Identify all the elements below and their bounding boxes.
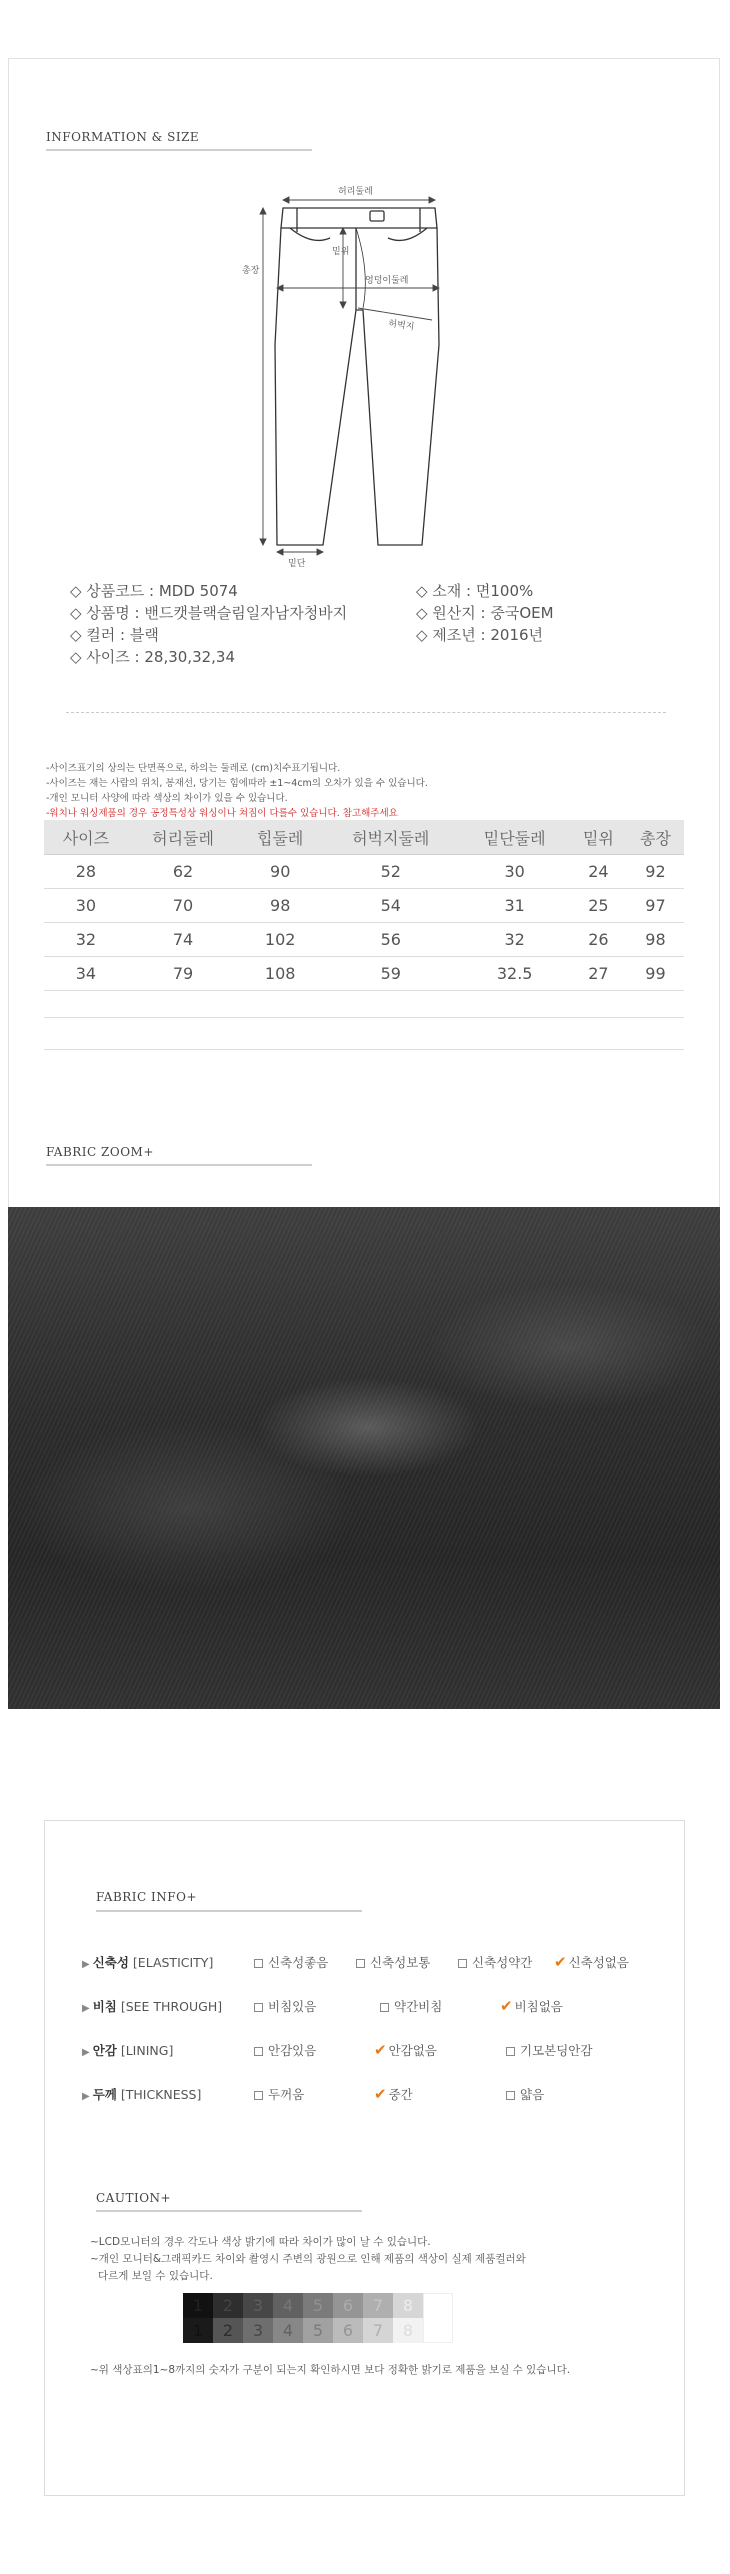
column-header: 밑단둘레 (459, 820, 570, 855)
option-see-through-none: ✔ 비침없음 (500, 1997, 563, 2015)
diagram-label-length: 총장 (242, 266, 260, 276)
diagram-label-hem: 밑단 (288, 559, 306, 569)
swatch-bottom-number: 5 (303, 2318, 333, 2343)
swatch-bottom-number: 1 (183, 2318, 213, 2343)
table-empty-row-line (44, 1017, 684, 1018)
info-origin: ◇ 원산지 : 중국OEM (416, 604, 554, 622)
swatch-top-number: 5 (303, 2293, 333, 2318)
diagram-label-hip: 엉덩이둘레 (365, 276, 409, 286)
fabric-row-label: ▶ 안감 [LINING] (82, 2043, 174, 2058)
checkbox-icon (254, 2091, 263, 2100)
swatch-bottom-number: 7 (363, 2318, 393, 2343)
fabric-row-label: ▶ 신축성 [ELASTICITY] (82, 1955, 214, 1970)
grayscale-swatch-7 (363, 2293, 393, 2343)
option-lining-none: ✔ 안감없음 (374, 2041, 437, 2059)
swatch-top-number: 7 (363, 2293, 393, 2318)
swatch-bottom-number: 6 (333, 2318, 363, 2343)
grayscale-swatch-white (423, 2293, 453, 2343)
info-product-name: ◇ 상품명 : 밴드캣블랙슬림일자남자청바지 (70, 604, 348, 622)
column-header: 힙둘레 (238, 820, 322, 855)
grayscale-swatch-6 (333, 2293, 363, 2343)
column-header: 사이즈 (44, 820, 128, 855)
grayscale-swatch-2 (213, 2293, 243, 2343)
fabric-row-thickness (44, 2085, 685, 2105)
table-cell: 56 (322, 923, 459, 957)
option-thickness-thin: 얇음 (506, 2085, 544, 2103)
swatch-top-number: 2 (213, 2293, 243, 2318)
diagram-label-rise: 밑위 (332, 247, 350, 257)
checkmark-icon: ✔ (374, 2041, 387, 2059)
swatch-top-number: 6 (333, 2293, 363, 2318)
table-cell: 59 (322, 957, 459, 991)
caution-note-1: ~LCD모니터의 경우 각도나 색상 밝기에 따라 차이가 많이 날 수 있습니다. (90, 2236, 431, 2248)
table-cell: 79 (128, 957, 239, 991)
checkbox-icon (506, 2047, 515, 2056)
swatch-top-number: 1 (183, 2293, 213, 2318)
info-section-title: INFORMATION & SIZE (46, 130, 200, 144)
option-see-through-yes: 비침있음 (254, 1997, 316, 2015)
size-note-2: -사이즈는 재는 사람의 위치, 봉재선, 당기는 힘에따라 ±1~4cm의 오차가 있을 수 있습니다. (46, 778, 428, 789)
table-cell: 54 (322, 889, 459, 923)
caution-note-2: ~개인 모니터&그래픽카드 차이와 촬영시 주변의 광원으로 인해 제품의 색상이 실제 제품컬러와 (90, 2253, 526, 2265)
checkbox-icon (458, 1959, 467, 1968)
checkbox-icon (254, 2003, 263, 2012)
fabric-info-title: FABRIC INFO+ (96, 1890, 197, 1904)
column-header: 허리둘레 (128, 820, 239, 855)
table-cell: 52 (322, 855, 459, 889)
checkbox-icon (254, 1959, 263, 1968)
grayscale-swatch-5 (303, 2293, 333, 2343)
swatch-bottom-number: 2 (213, 2318, 243, 2343)
column-header: 총장 (627, 820, 684, 855)
column-header: 밑위 (570, 820, 627, 855)
table-cell: 31 (459, 889, 570, 923)
size-note-warning: -워치나 워싱제품의 경우 공정특성상 워싱이나 쳐짐이 다를수 있습니다. 참고해주세요 (46, 808, 398, 819)
info-year: ◇ 제조년 : 2016년 (416, 626, 544, 644)
grayscale-swatch-3 (243, 2293, 273, 2343)
fabric-row-elasticity (44, 1953, 685, 1973)
table-row (44, 923, 684, 957)
table-cell: 90 (238, 855, 322, 889)
column-header: 허벅지둘레 (322, 820, 459, 855)
table-cell: 25 (570, 889, 627, 923)
table-empty-row-line (44, 1049, 684, 1050)
info-color: ◇ 컬러 : 블랙 (70, 626, 159, 644)
swatch-bottom-number: 8 (393, 2318, 423, 2343)
checkmark-icon: ✔ (374, 2085, 387, 2103)
option-lining-yes: 안감있음 (254, 2041, 316, 2059)
table-cell: 102 (238, 923, 322, 957)
table-cell: 74 (128, 923, 239, 957)
table-cell: 27 (570, 957, 627, 991)
swatch-top-number: 8 (393, 2293, 423, 2318)
checkmark-icon: ✔ (500, 1997, 513, 2015)
table-cell: 92 (627, 855, 684, 889)
table-cell: 70 (128, 889, 239, 923)
table-cell: 99 (627, 957, 684, 991)
table-cell: 32.5 (459, 957, 570, 991)
option-elasticity-none: ✔ 신축성없음 (554, 1953, 629, 1971)
table-row (44, 957, 684, 991)
info-section-rule (46, 149, 312, 151)
dashed-divider (66, 712, 666, 713)
table-cell: 32 (459, 923, 570, 957)
option-elasticity-normal: 신축성보통 (356, 1953, 430, 1971)
arrow-right-icon: ▶ (82, 1959, 90, 1970)
table-cell: 28 (44, 855, 128, 889)
caution-title: CAUTION+ (96, 2191, 172, 2205)
jeans-size-diagram (220, 180, 480, 575)
table-row (44, 889, 684, 923)
option-elasticity-slight: 신축성약간 (458, 1953, 532, 1971)
table-cell: 97 (627, 889, 684, 923)
caution-footer: ~위 색상표의1~8까지의 숫자가 구분이 되는지 확인하시면 보다 정확한 밝기로 제품을 보실 수 있습니다. (90, 2364, 571, 2376)
fabric-zoom-rule (46, 1164, 312, 1166)
table-cell: 98 (627, 923, 684, 957)
info-material: ◇ 소재 : 면100% (416, 582, 534, 600)
grayscale-swatch-8 (393, 2293, 423, 2343)
swatch-top-number: 4 (273, 2293, 303, 2318)
info-product-code: ◇ 상품코드 : MDD 5074 (70, 582, 238, 600)
table-cell: 30 (459, 855, 570, 889)
diagram-label-waist: 허리둘레 (338, 187, 373, 197)
checkmark-icon: ✔ (554, 1953, 567, 1971)
grayscale-swatch-1 (183, 2293, 213, 2343)
table-cell: 108 (238, 957, 322, 991)
grayscale-swatch-4 (273, 2293, 303, 2343)
fabric-info-rule (96, 1910, 362, 1912)
table-cell: 34 (44, 957, 128, 991)
fabric-info-box (44, 1820, 685, 2496)
checkbox-icon (380, 2003, 389, 2012)
diagram-label-thigh: 허벅지 (387, 319, 415, 333)
option-lining-fleece: 기모본딩안감 (506, 2041, 592, 2059)
option-elasticity-good: 신축성좋음 (254, 1953, 328, 1971)
size-note-3: -개인 모니터 사양에 따라 색상의 차이가 있을 수 있습니다. (46, 793, 288, 804)
table-cell: 62 (128, 855, 239, 889)
checkbox-icon (254, 2047, 263, 2056)
size-note-1: -사이즈표기의 상의는 단면폭으로, 하의는 둘레로 (cm)치수표기됩니다. (46, 763, 341, 774)
fabric-row-see-through (44, 1997, 685, 2017)
fabric-row-lining (44, 2041, 685, 2061)
checkbox-icon (506, 2091, 515, 2100)
arrow-right-icon: ▶ (82, 2047, 90, 2058)
caution-rule (96, 2210, 362, 2212)
caution-note-3: 다르게 보일 수 있습니다. (98, 2270, 213, 2282)
swatch-bottom-number: 4 (273, 2318, 303, 2343)
fabric-zoom-title: FABRIC ZOOM+ (46, 1145, 154, 1159)
swatch-top-number: 3 (243, 2293, 273, 2318)
info-sizes: ◇ 사이즈 : 28,30,32,34 (70, 648, 236, 666)
size-table-header (44, 820, 684, 855)
table-row (44, 855, 684, 889)
table-cell: 26 (570, 923, 627, 957)
checkbox-icon (356, 1959, 365, 1968)
table-cell: 98 (238, 889, 322, 923)
fabric-zoom-image (8, 1207, 720, 1709)
arrow-right-icon: ▶ (82, 2003, 90, 2014)
option-thickness-medium: ✔ 중간 (374, 2085, 413, 2103)
option-thickness-thick: 두꺼움 (254, 2085, 304, 2103)
table-cell: 24 (570, 855, 627, 889)
fabric-row-label: ▶ 두께 [THICKNESS] (82, 2087, 202, 2102)
swatch-bottom-number: 3 (243, 2318, 273, 2343)
arrow-right-icon: ▶ (82, 2091, 90, 2102)
table-cell: 30 (44, 889, 128, 923)
fabric-row-label: ▶ 비침 [SEE THROUGH] (82, 1999, 223, 2014)
option-see-through-slight: 약간비침 (380, 1997, 442, 2015)
size-table (44, 820, 684, 991)
table-cell: 32 (44, 923, 128, 957)
